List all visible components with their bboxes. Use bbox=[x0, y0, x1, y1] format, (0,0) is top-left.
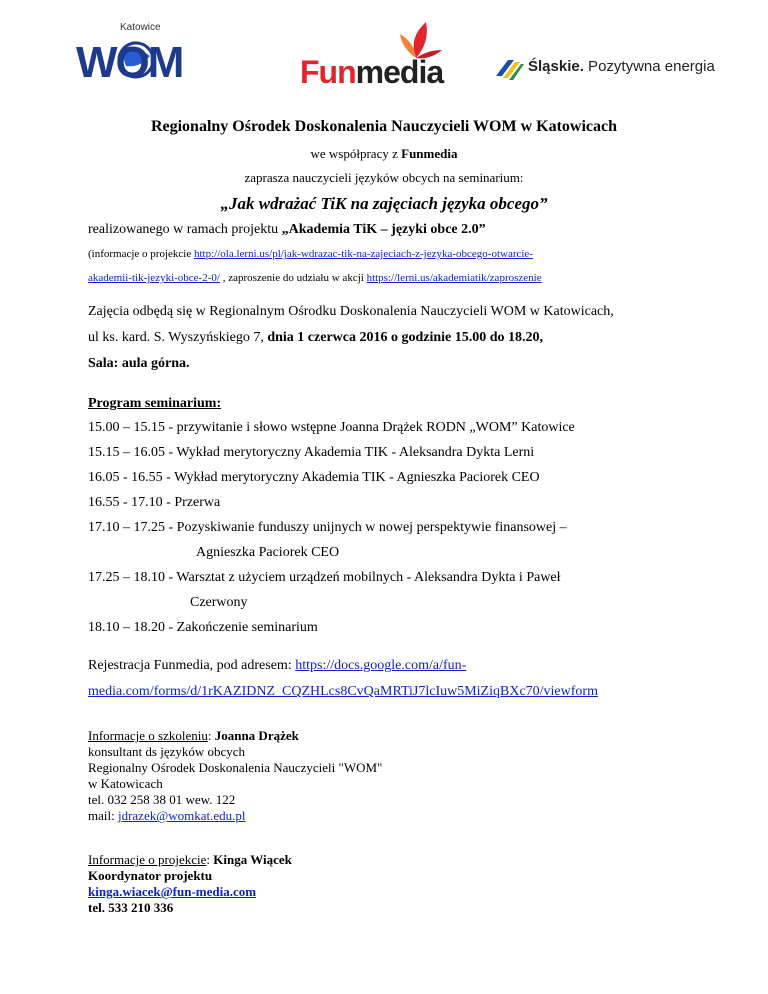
wom-city-label: Katowice bbox=[120, 22, 161, 33]
training-contact-name: Joanna Drążek bbox=[214, 728, 299, 743]
project-line: realizowanego w ramach projektu „Akademia TiK – języki obce 2.0” bbox=[88, 222, 486, 237]
training-contact-tel: tel. 032 258 38 01 wew. 122 bbox=[88, 792, 236, 807]
invite-line: zaprasza nauczycieli języków obcych na seminarium: bbox=[244, 170, 524, 185]
training-contact-role: konsultant ds języków obcych bbox=[88, 744, 246, 759]
training-contact-email[interactable]: jdrazek@womkat.edu.pl bbox=[117, 808, 246, 823]
program-item: 15.00 – 15.15 - przywitanie i słowo wstępne Joanna Drążek RODN „WOM” Katowice bbox=[88, 420, 575, 435]
project-contact-name: Kinga Wiącek bbox=[213, 852, 292, 867]
program-item: 15.15 – 16.05 - Wykład merytoryczny Akademia TIK - Aleksandra Dykta Lerni bbox=[88, 445, 535, 460]
program-item: 16.05 - 16.55 - Wykład merytoryczny Akademia TIK - Agnieszka Paciorek CEO bbox=[88, 470, 540, 485]
slaskie-stripes-icon bbox=[494, 56, 524, 82]
registration-line-1: Rejestracja Funmedia, pod adresem: https://docs.google.com/a/fun- bbox=[88, 658, 467, 673]
coop-line: we współpracy z Funmedia bbox=[310, 146, 458, 161]
project-contact-block: Informacje o projekcie: Kinga Wiącek Koordynator projektu kinga.wiacek@fun-media.com tel. 533 210 336 bbox=[88, 852, 292, 915]
project-info-link[interactable]: http://ola.lerni.us/pl/jak-wdrazac-tik-na-zajeciach-z-jezyka-obcego-otwarcie- bbox=[193, 248, 533, 260]
program-heading: Program seminarium: bbox=[88, 396, 222, 411]
venue-line-1: Zajęcia odbędą się w Regionalnym Ośrodku Doskonalenia Nauczycieli WOM w Katowicach, bbox=[88, 304, 614, 319]
venue-line-2: ul ks. kard. S. Wyszyńskiego 7, dnia 1 czerwca 2016 o godzinie 15.00 do 18.20, bbox=[88, 330, 544, 345]
program-item-cont: Agnieszka Paciorek CEO bbox=[196, 545, 340, 560]
project-contact-tel: tel. 533 210 336 bbox=[88, 900, 174, 915]
seminar-title: „Jak wdrażać TiK na zajęciach języka obcego” bbox=[220, 194, 548, 213]
funmedia-logo bbox=[300, 20, 444, 90]
registration-link-cont[interactable]: media.com/forms/d/1rKAZIDNZ_CQZHLcs8CvQaMRTiJ7lcIuw5MiZiqBXc70/viewform bbox=[88, 684, 598, 699]
registration-link[interactable]: https://docs.google.com/a/fun- bbox=[295, 658, 467, 673]
slaskie-wordmark: Śląskie. Pozytywna energia bbox=[528, 58, 715, 75]
training-contact-org: Regionalny Ośrodek Doskonalenia Nauczycieli "WOM" bbox=[88, 760, 383, 775]
training-contact-label: Informacje o szkoleniu bbox=[88, 728, 208, 743]
invitation-link[interactable]: https://lerni.us/akademiatik/zaproszenie bbox=[366, 272, 542, 284]
venue-line-3: Sala: aula górna. bbox=[88, 356, 190, 371]
project-contact-email[interactable]: kinga.wiacek@fun-media.com bbox=[88, 884, 257, 899]
project-info-line-2: akademii-tik-jezyki-obce-2-0/ , zaproszenie do udziału w akcji https://lerni.us/akademiatik/zaproszenie bbox=[88, 272, 542, 284]
wom-wordmark: WOM bbox=[76, 38, 183, 87]
program-item-cont: Czerwony bbox=[190, 595, 248, 610]
logo-bar bbox=[0, 0, 768, 110]
project-contact-label: Informacje o projekcie bbox=[88, 852, 207, 867]
training-contact-city: w Katowicach bbox=[88, 776, 163, 791]
project-contact-role: Koordynator projektu bbox=[88, 868, 213, 883]
project-info-line-1: (informacje o projekcie http://ola.lerni.us/pl/jak-wdrazac-tik-na-zajeciach-z-jezyka-obcego-otwarcie- bbox=[88, 248, 533, 260]
training-contact-block: Informacje o szkoleniu: Joanna Drążek konsultant ds języków obcych Regionalny Ośrodek Doskonalenia Nauczycieli "WOM" w Katowicach tel. 032 258 38 01 wew. 122 mail: jdrazek@womkat.edu.pl bbox=[88, 728, 383, 823]
page-title: Regionalny Ośrodek Doskonalenia Nauczycieli WOM w Katowicach bbox=[150, 118, 618, 135]
program-item: 16.55 - 17.10 - Przerwa bbox=[88, 495, 221, 510]
slaskie-logo bbox=[494, 56, 734, 86]
program-item: 17.10 – 17.25 - Pozyskiwanie funduszy unijnych w nowej perspektywie finansowej – bbox=[88, 520, 567, 535]
project-info-link-cont[interactable]: akademii-tik-jezyki-obce-2-0/ bbox=[88, 272, 220, 284]
program-item: 17.25 – 18.10 - Warsztat z użyciem urządzeń mobilnych - Aleksandra Dykta i Paweł bbox=[88, 570, 561, 585]
funmedia-wordmark: Funmedia bbox=[300, 54, 444, 90]
registration-line-2 bbox=[88, 684, 598, 700]
program-item: 18.10 – 18.20 - Zakończenie seminarium bbox=[88, 620, 318, 635]
